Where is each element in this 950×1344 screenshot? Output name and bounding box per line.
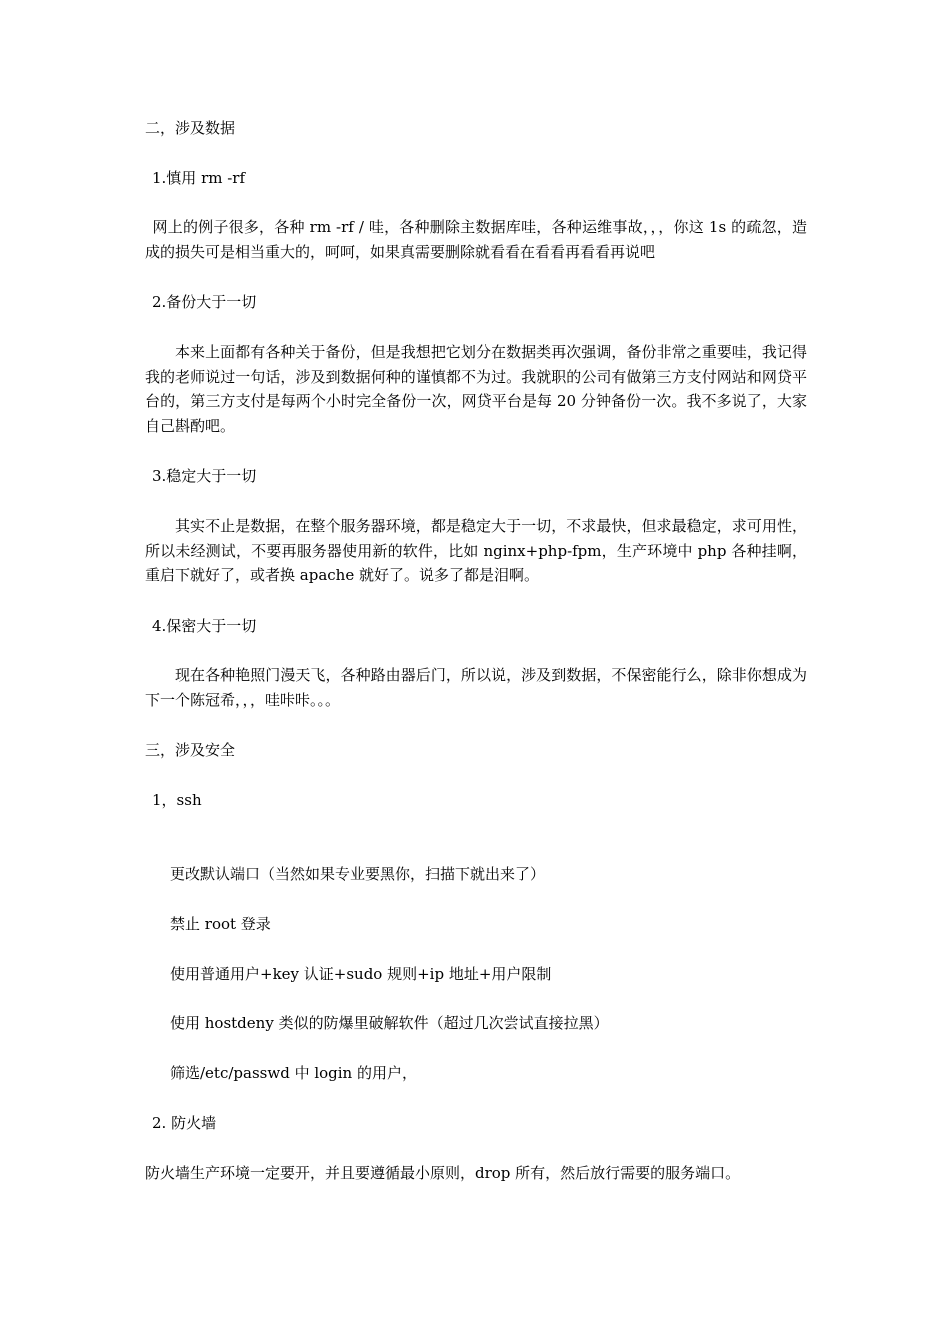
ssh-point-change-port: 更改默认端口（当然如果专业要黑你，扫描下就出来了） [170, 865, 546, 883]
ssh-point-hostdeny: 使用 hostdeny 类似的防爆里破解软件（超过几次尝试直接拉黑） [170, 1014, 609, 1032]
item-body-firewall: 防火墙生产环境一定要开，并且要遵循最小原则，drop 所有，然后放行需要的服务端口。 [145, 1164, 741, 1182]
item-body-backup: 本来上面都有各种关于备份，但是我想把它划分在数据类再次强调，备份非常之重要哇，我记得我的老师说过一句话，涉及到数据何种的谨慎都不为过。我就职的公司有做第三方支付网站和网贷平台的，第三方支付是每两个小时完全备份一次，网贷平台是每 20 分钟备份一次。我不多说了，大家自己斟酌吧。 [145, 343, 807, 435]
ssh-point-key-auth: 使用普通用户+key 认证+sudo 规则+ip 地址+用户限制 [170, 965, 552, 983]
section-heading-data: 二，涉及数据 [145, 119, 236, 137]
ssh-point-disable-root: 禁止 root 登录 [170, 915, 271, 933]
item-title-backup: 2.备份大于一切 [152, 293, 257, 311]
ssh-point-filter-users: 筛选/etc/passwd 中 login 的用户， [170, 1064, 417, 1082]
item-title-ssh: 1，ssh [152, 791, 202, 809]
item-body-secrecy: 现在各种艳照门漫天飞，各种路由器后门，所以说，涉及到数据，不保密能行么，除非你想成为下一个陈冠希，，，哇咔咔。。。 [145, 666, 807, 709]
section-heading-security: 三，涉及安全 [145, 741, 236, 759]
item-title-firewall: 2. 防火墙 [152, 1114, 217, 1132]
item-body-stability: 其实不止是数据，在整个服务器环境，都是稳定大于一切，不求最快，但求最稳定，求可用性，所以未经测试，不要再服务器使用新的软件，比如 nginx+php-fpm，生产环境中 php 各种挂啊，重启下就好了，或者换 apache 就好了。说多了都是泪啊。 [145, 517, 807, 584]
item-title-rm-rf: 1.慎用 rm -rf [152, 169, 246, 187]
item-body-rm-rf: 网上的例子很多，各种 rm -rf / 哇，各种删除主数据库哇，各种运维事故，，，你这 1s 的疏忽，造成的损失可是相当重大的，呵呵，如果真需要删除就看看在看看再看看再说吧 [145, 218, 807, 261]
item-title-stability: 3.稳定大于一切 [152, 467, 257, 485]
item-title-secrecy: 4.保密大于一切 [152, 617, 257, 635]
